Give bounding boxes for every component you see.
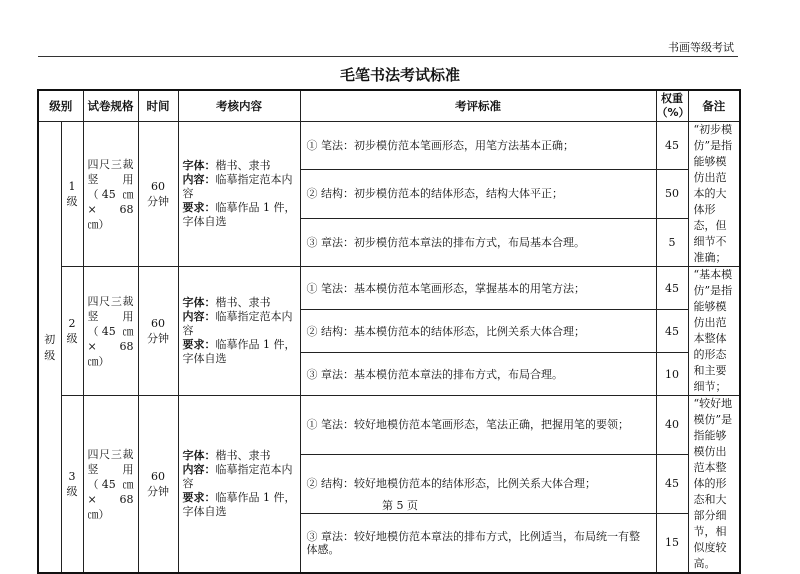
weight-cell: 45 bbox=[656, 122, 688, 170]
page-title: 毛笔书法考试标准 bbox=[339, 66, 460, 84]
header-weight bbox=[656, 90, 688, 122]
criteria-cell: ③ 章法：基本模仿范本章法的排布方式，布局合理。 bbox=[300, 353, 656, 396]
criteria-cell: ① 笔法：初步模仿范本笔画形态，用笔方法基本正确； bbox=[300, 122, 656, 170]
criteria-cell: ① 笔法：较好地模仿范本笔画形态，笔法正确，把握用笔的要领； bbox=[300, 396, 656, 455]
criteria-cell: ② 结构：基本模仿范本的结体形态，比例关系大体合理； bbox=[300, 310, 656, 353]
weight-cell: 50 bbox=[656, 170, 688, 218]
header-divider bbox=[38, 56, 738, 57]
table-header-row bbox=[38, 90, 740, 122]
time-cell: 60 分钟 bbox=[138, 396, 178, 574]
table-row bbox=[38, 396, 740, 455]
criteria-cell: ③ 章法：初步模仿范本章法的排布方式，布局基本合理。 bbox=[300, 218, 656, 266]
criteria-cell: ① 笔法：基本模仿范本笔画形态，掌握基本的用笔方法； bbox=[300, 267, 656, 310]
note-cell: “较好地模仿”是指能够模仿出范本整体的形态和大部分细节，相似度较高。 bbox=[688, 396, 740, 574]
content-cell: 字体：楷书、隶书 内容：临摹指定范本内容 要求：临摹作品 1 件，字体自选 bbox=[178, 396, 300, 574]
note-cell: “基本模仿”是指能够模仿出范本整体的形态和主要细节； bbox=[688, 267, 740, 396]
content-cell: 字体：楷书、隶书 内容：临摹指定范本内容 要求：临摹作品 1 件，字体自选 bbox=[178, 122, 300, 267]
page-number: 第 5 页 bbox=[382, 499, 418, 512]
weight-cell: 15 bbox=[656, 513, 688, 573]
weight-cell: 10 bbox=[656, 353, 688, 396]
header-paper-spec: 试卷规格 bbox=[83, 90, 138, 122]
weight-cell: 5 bbox=[656, 218, 688, 266]
paper-spec-cell: 四尺三裁竖用（45 ㎝ × 68 ㎝） bbox=[83, 396, 138, 574]
content-cell: 字体：楷书、隶书 内容：临摹指定范本内容 要求：临摹作品 1 件，字体自选 bbox=[178, 267, 300, 396]
header-content: 考核内容 bbox=[178, 90, 300, 122]
header-notes: 备注 bbox=[688, 90, 740, 122]
time-cell: 60 分钟 bbox=[138, 267, 178, 396]
paper-spec-cell: 四尺三裁竖用（45 ㎝ × 68 ㎝） bbox=[83, 267, 138, 396]
criteria-cell: ② 结构：初步模仿范本的结体形态，结构大体平正； bbox=[300, 170, 656, 218]
sub-level-cell: 3 级 bbox=[61, 396, 83, 574]
weight-cell: 45 bbox=[656, 267, 688, 310]
criteria-cell: ③ 章法：较好地模仿范本章法的排布方式，比例适当，布局统一有整体感。 bbox=[300, 513, 656, 573]
header-time: 时间 bbox=[138, 90, 178, 122]
note-cell: “初步模仿”是指能够模仿出范本的大体形态，但细节不准确； bbox=[688, 122, 740, 267]
weight-cell: 45 bbox=[656, 454, 688, 513]
table-row bbox=[38, 122, 740, 170]
table-row bbox=[38, 267, 740, 310]
paper-spec-cell: 四尺三裁竖用（45 ㎝ × 68 ㎝） bbox=[83, 122, 138, 267]
level-group-cell: 初级 bbox=[38, 122, 61, 574]
weight-cell: 45 bbox=[656, 310, 688, 353]
sub-level-cell: 2 级 bbox=[61, 267, 83, 396]
header-level: 级别 bbox=[38, 90, 83, 122]
header-weight-line1: 权重 bbox=[661, 92, 683, 105]
header-weight-line2: （%） bbox=[656, 106, 690, 119]
time-cell: 60 分钟 bbox=[138, 122, 178, 267]
document-header-label: 书画等级考试 bbox=[668, 41, 734, 54]
weight-cell: 40 bbox=[656, 396, 688, 455]
sub-level-cell: 1 级 bbox=[61, 122, 83, 267]
criteria-cell: ② 结构：较好地模仿范本的结体形态，比例关系大体合理； bbox=[300, 454, 656, 513]
header-criteria: 考评标准 bbox=[300, 90, 656, 122]
